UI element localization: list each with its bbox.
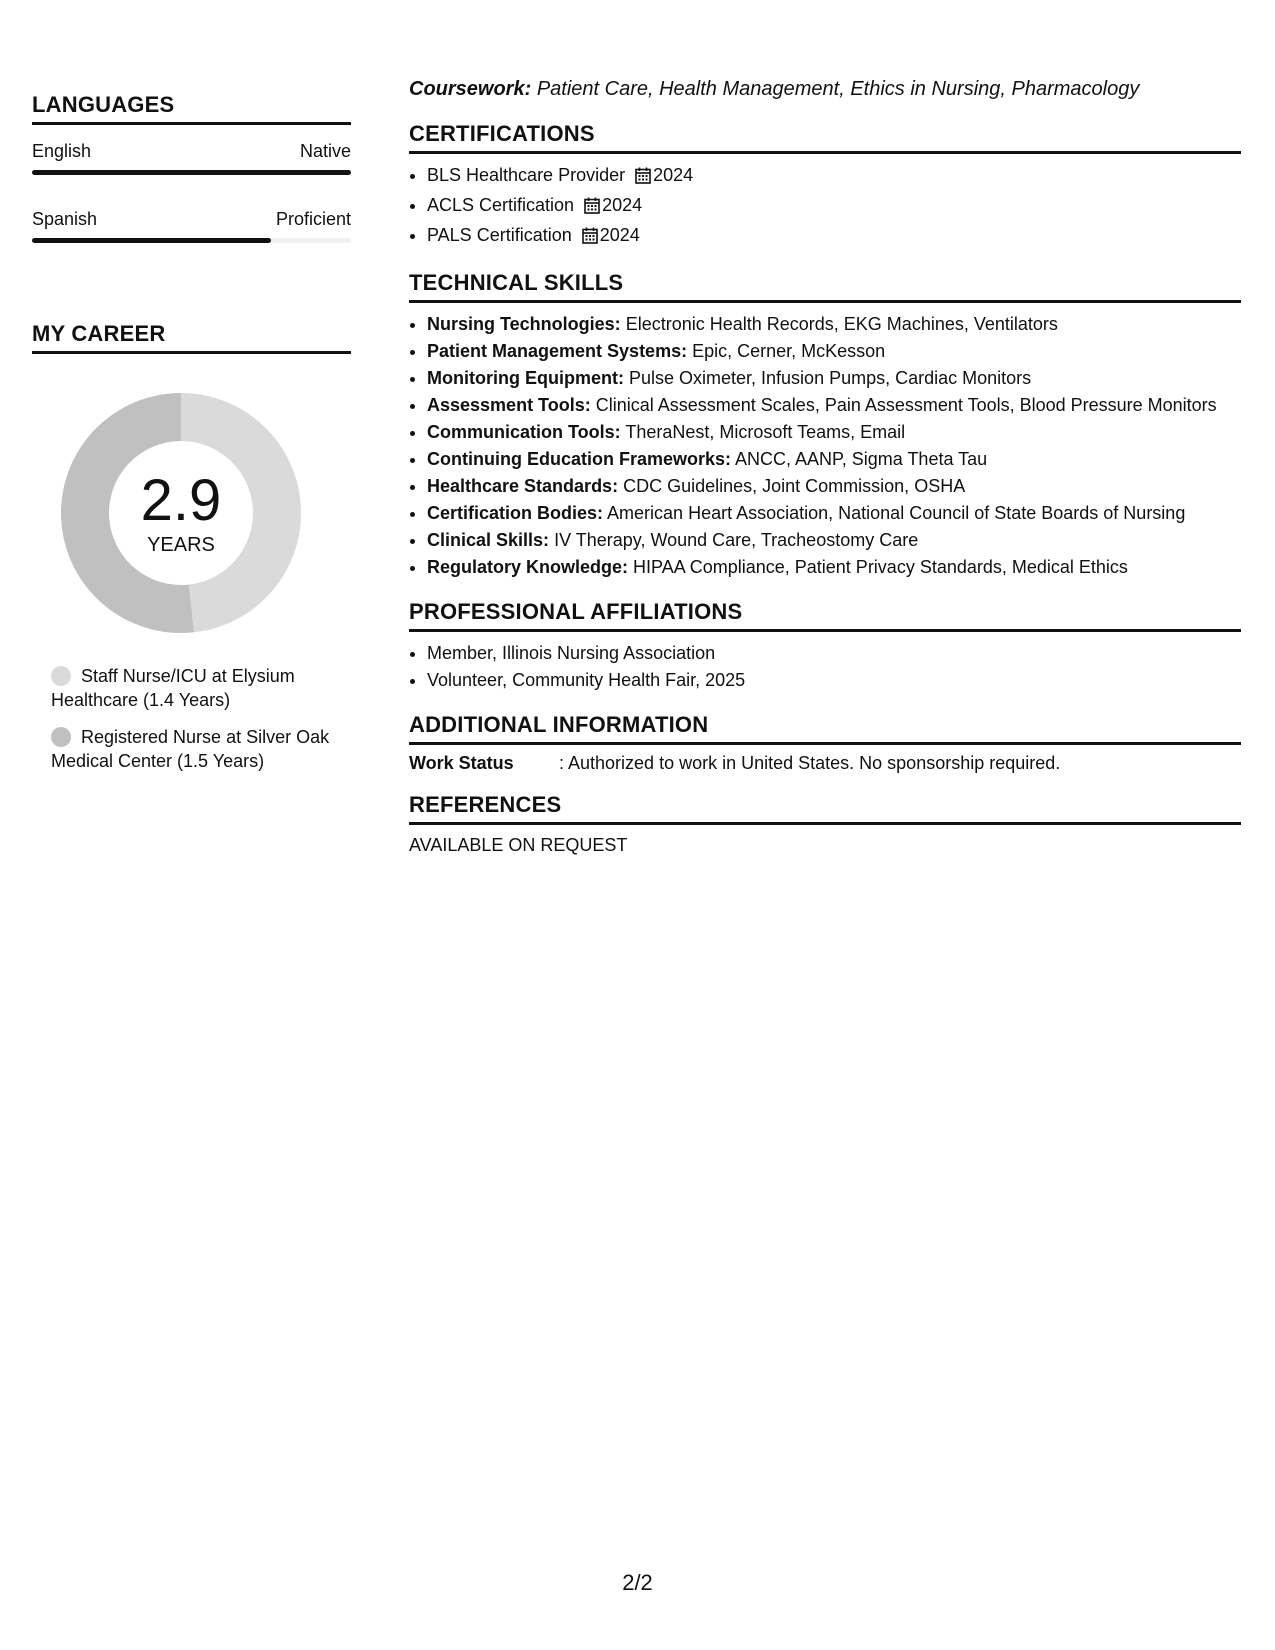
calendar-icon: [635, 165, 651, 192]
coursework: [409, 78, 1241, 101]
technical-skills-section: [409, 270, 1241, 581]
language-proficiency-bar: [32, 170, 351, 175]
skill-text: Pulse Oximeter, Infusion Pumps, Cardiac Monitors: [628, 368, 1032, 388]
page-number: 2/2: [622, 1570, 653, 1595]
affiliation-item: • Volunteer, Community Health Fair, 2025: [427, 667, 1241, 694]
language-name: Spanish: [32, 209, 98, 229]
legend-item: [51, 664, 341, 712]
language-proficiency-bar: [32, 238, 351, 243]
languages-title: LANGUAGES: [32, 92, 351, 125]
skill-label: Assessment Tools:: [427, 395, 591, 415]
skill-text: American Heart Association, National Council of State Boards of Nursing: [607, 503, 1186, 523]
skill-item: [427, 446, 1241, 473]
affiliations-title: PROFESSIONAL AFFILIATIONS: [409, 599, 1241, 632]
skill-text: ANCC, AANP, Sigma Theta Tau: [735, 449, 988, 469]
skill-label: Certification Bodies:: [427, 503, 604, 523]
skill-label: Clinical Skills:: [427, 530, 550, 550]
additional-info-title: ADDITIONAL INFORMATION: [409, 712, 1241, 745]
career-title: MY CAREER: [32, 321, 351, 354]
certification-name: BLS Healthcare Provider: [427, 165, 626, 185]
references-section: [409, 792, 1241, 856]
skill-text: TheraNest, Microsoft Teams, Email: [625, 422, 906, 442]
legend-label: Staff Nurse/ICU at Elysium Healthcare (1.4 Years): [51, 666, 295, 710]
language-level: Proficient: [275, 209, 351, 229]
coursework-label: Coursework:: [409, 78, 532, 100]
certification-item: [427, 162, 1241, 192]
languages-list: [32, 141, 351, 243]
skill-label: Communication Tools:: [427, 422, 621, 442]
language-row: [32, 209, 351, 230]
language-item: [32, 209, 351, 243]
skill-label: Regulatory Knowledge:: [427, 557, 629, 577]
certification-year: 2024: [653, 165, 694, 185]
work-status-row: [409, 753, 1241, 774]
skill-label: Patient Management Systems:: [427, 341, 688, 361]
additional-info-section: [409, 712, 1241, 774]
work-status-label: Work Status: [409, 753, 514, 773]
certifications-section: [409, 121, 1241, 252]
affiliation-item: • Member, Illinois Nursing Association: [427, 640, 1241, 667]
legend-label: Registered Nurse at Silver Oak Medical Center (1.5 Years): [51, 727, 330, 771]
language-proficiency-fill: [32, 170, 351, 175]
legend-swatch: [51, 666, 71, 686]
calendar-icon: [584, 195, 600, 222]
skill-text: Electronic Health Records, EKG Machines, Ventilators: [625, 314, 1058, 334]
affiliations-section: [409, 599, 1241, 694]
skill-item: [427, 500, 1241, 527]
certifications-list: [409, 162, 1241, 252]
skill-item: [427, 473, 1241, 500]
skill-item: [427, 392, 1241, 419]
skill-text: Epic, Cerner, McKesson: [692, 341, 886, 361]
certification-item: [427, 222, 1241, 252]
language-name: English: [32, 141, 92, 161]
work-status-value: : Authorized to work in United States. No sponsorship required.: [559, 753, 1061, 773]
skill-label: Nursing Technologies:: [427, 314, 621, 334]
references-text: AVAILABLE ON REQUEST: [409, 835, 628, 855]
language-proficiency-fill: [32, 238, 271, 243]
skill-item: [427, 338, 1241, 365]
skill-item: [427, 554, 1241, 581]
left-column: [32, 92, 351, 786]
references-title: REFERENCES: [409, 792, 1241, 825]
career-legend: [51, 664, 341, 773]
skill-text: IV Therapy, Wound Care, Tracheostomy Care: [554, 530, 919, 550]
skill-text: Clinical Assessment Scales, Pain Assessment Tools, Blood Pressure Monitors: [595, 395, 1217, 415]
skill-label: Healthcare Standards:: [427, 476, 619, 496]
career-years-unit: YEARS: [147, 534, 215, 556]
certification-year: 2024: [599, 225, 640, 245]
certification-name: PALS Certification: [427, 225, 572, 245]
language-level: Native: [299, 141, 351, 161]
skill-item: [427, 527, 1241, 554]
coursework-text: Patient Care, Health Management, Ethics in Nursing, Pharmacology: [536, 78, 1140, 100]
skill-label: Monitoring Equipment:: [427, 368, 624, 388]
technical-skills-title: TECHNICAL SKILLS: [409, 270, 1241, 303]
skill-item: [427, 311, 1241, 338]
certifications-title: CERTIFICATIONS: [409, 121, 1241, 154]
language-row: [32, 141, 351, 162]
skill-text: CDC Guidelines, Joint Commission, OSHA: [623, 476, 966, 496]
skill-item: [427, 365, 1241, 392]
legend-swatch: [51, 727, 71, 747]
calendar-icon: [582, 225, 598, 252]
technical-skills-list: [409, 311, 1241, 581]
certification-year: 2024: [602, 195, 643, 215]
career-donut-chart: [56, 388, 306, 638]
career-total-years: 2.9: [140, 468, 222, 533]
right-column: [409, 78, 1241, 874]
legend-item: [51, 725, 341, 773]
donut-center: [56, 388, 306, 638]
skill-text: HIPAA Compliance, Patient Privacy Standards, Medical Ethics: [633, 557, 1128, 577]
skill-label: Continuing Education Frameworks:: [427, 449, 732, 469]
certification-item: [427, 192, 1241, 222]
language-item: [32, 141, 351, 175]
certification-name: ACLS Certification: [427, 195, 575, 215]
skill-item: [427, 419, 1241, 446]
affiliations-list: [409, 640, 1241, 694]
